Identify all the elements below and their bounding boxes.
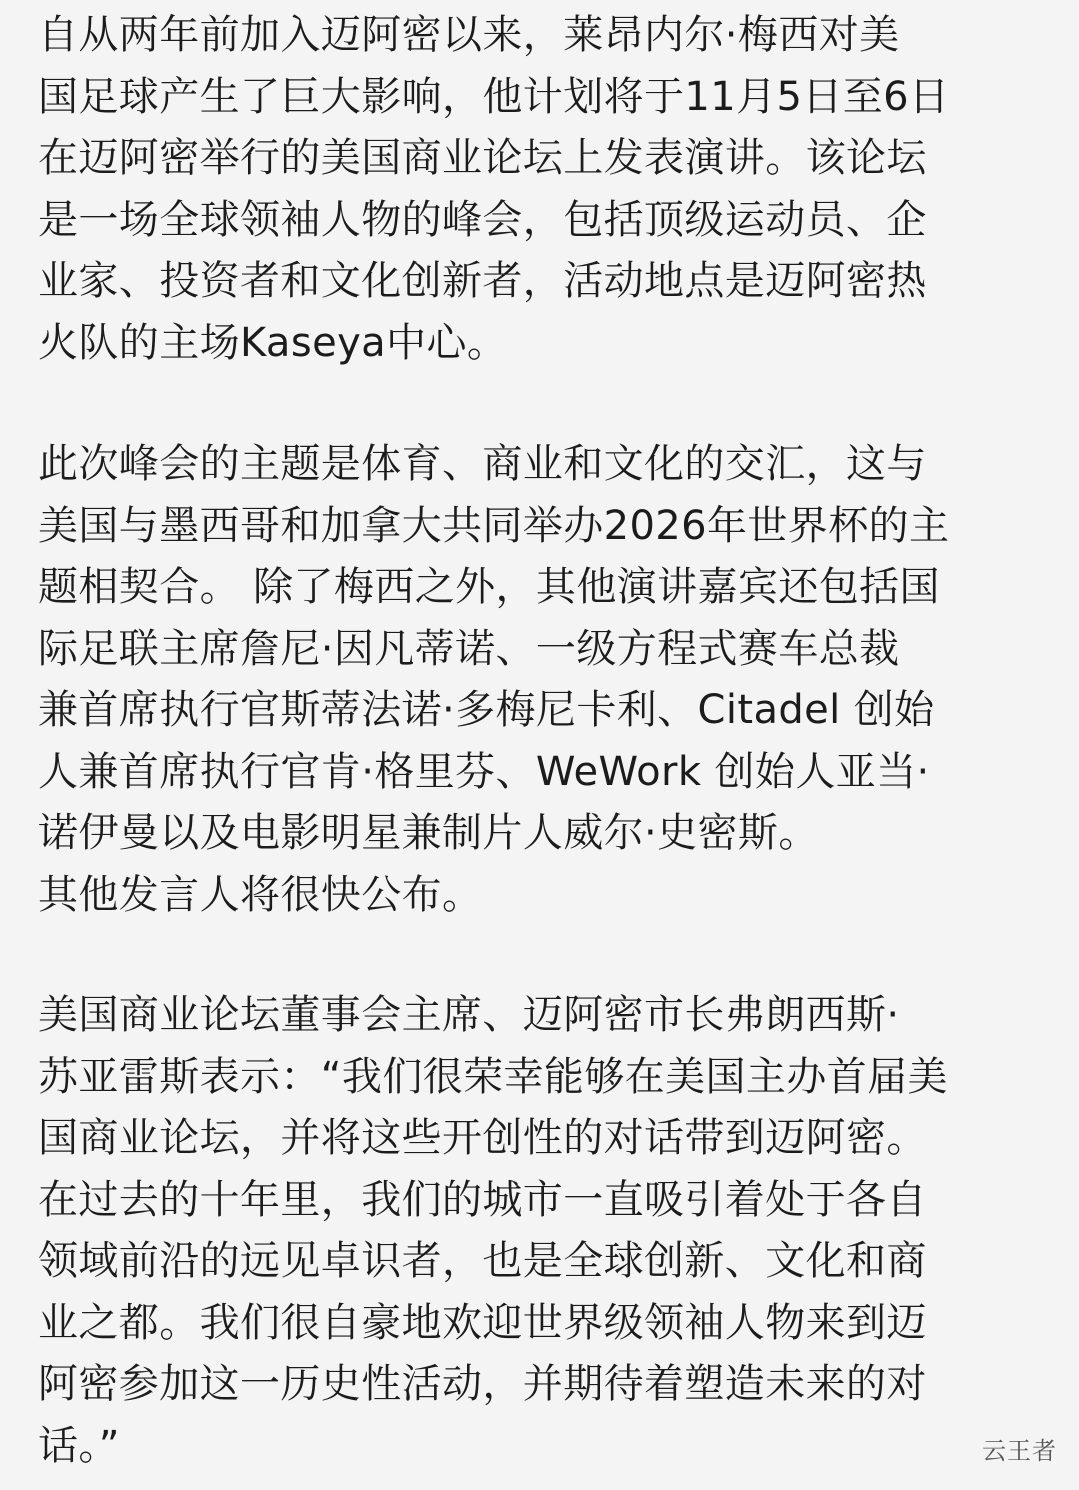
paragraph-quote xyxy=(38,985,1048,1477)
text-line: 诺伊曼以及电影明星兼制片人威尔·史密斯。 xyxy=(38,810,819,856)
text-line: 是一场全球领袖人物的峰会，包括顶级运动员、企 xyxy=(38,196,927,243)
text-line: 美国商业论坛董事会主席、迈阿密市长弗朗西斯· xyxy=(38,992,900,1038)
text-line: 阿密参加这一历史性活动，并期待着塑造未来的对 xyxy=(38,1361,927,1407)
text-line: 兼首席执行官斯蒂法诺·多梅尼卡利、Citadel 创始 xyxy=(38,687,935,733)
text-line: 自从两年前加入迈阿密以来，莱昂内尔·梅西对美 xyxy=(38,12,900,58)
text-line: 在过去的十年里，我们的城市一直吸引着处于各自 xyxy=(38,1176,927,1223)
text-line: 美国与墨西哥和加拿大共同举办2026年世界杯的主 xyxy=(38,502,950,549)
text-line: 话。” xyxy=(38,1422,120,1469)
text-line: 人兼首席执行官肯·格里芬、WeWork 创始人亚当· xyxy=(38,748,930,795)
text-line: 业家、投资者和文化创新者，活动地点是迈阿密热 xyxy=(38,258,927,304)
text-line: 领域前沿的远见卓识者，也是全球创新、文化和商 xyxy=(38,1238,927,1284)
text-line: 国足球产生了巨大影响，他计划将于11月5日至6日 xyxy=(38,73,950,120)
text-line: 此次峰会的主题是体育、商业和文化的交汇，这与 xyxy=(38,441,927,487)
watermark: 云王者 xyxy=(982,1437,1057,1465)
paragraph-intro xyxy=(38,5,1048,374)
text-line: 题相契合。 除了梅西之外，其他演讲嘉宾还包括国 xyxy=(38,564,940,610)
text-line: 其他发言人将很快公布。 xyxy=(38,871,483,918)
paragraph-speakers xyxy=(38,434,1048,926)
text-line: 苏亚雷斯表示：“我们很荣幸能够在美国主办首届美 xyxy=(38,1053,948,1100)
text-line: 在迈阿密举行的美国商业论坛上发表演讲。该论坛 xyxy=(38,135,927,181)
text-line: 业之都。我们很自豪地欢迎世界级领袖人物来到迈 xyxy=(38,1299,927,1346)
text-line: 国商业论坛，并将这些开创性的对话带到迈阿密。 xyxy=(38,1115,927,1161)
text-line: 火队的主场Kaseya中心。 xyxy=(38,319,508,366)
text-line: 际足联主席詹尼·因凡蒂诺、一级方程式赛车总裁 xyxy=(38,625,900,672)
